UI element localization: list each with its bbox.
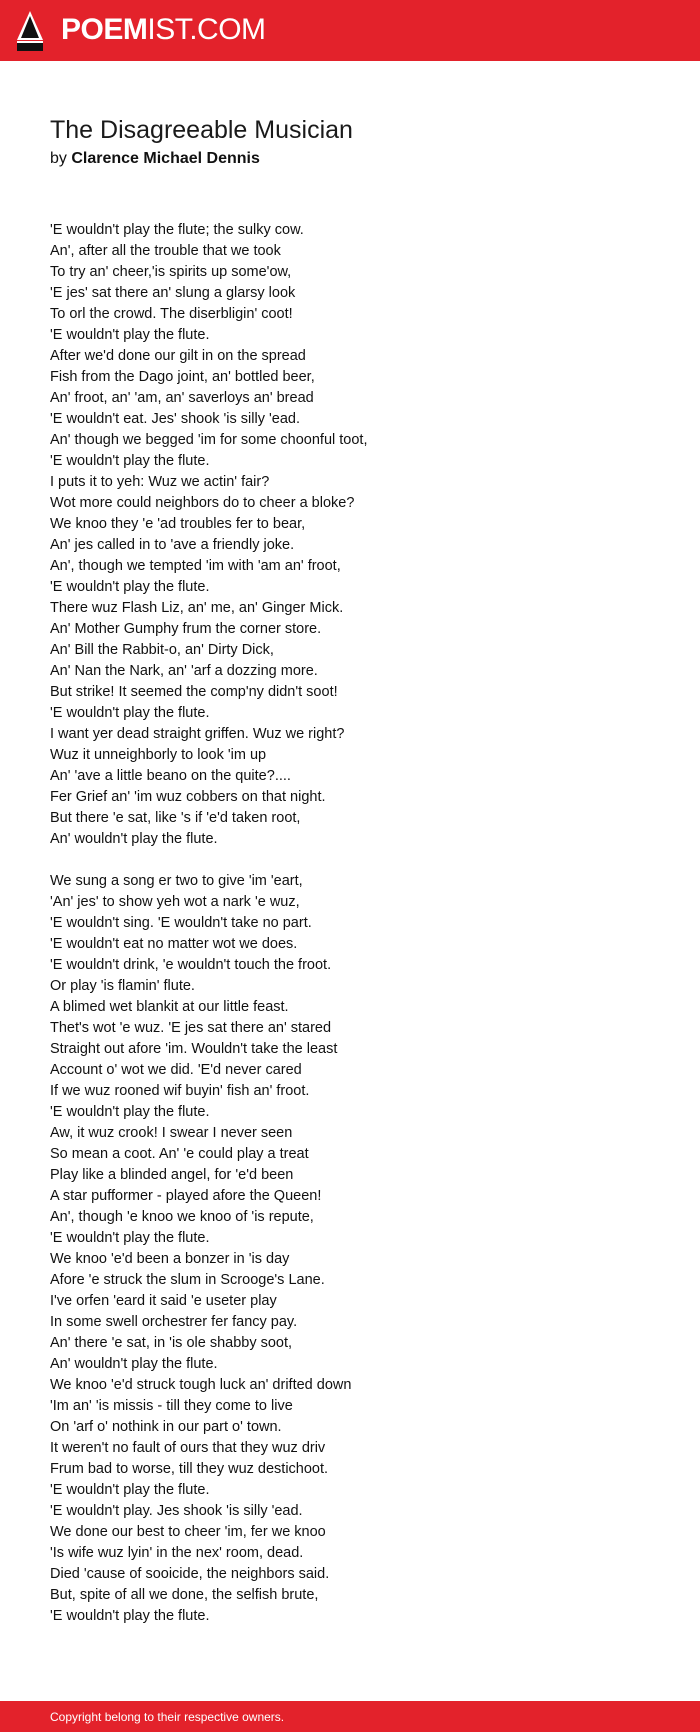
poem-line: Straight out afore 'im. Wouldn't take the least [50, 1041, 338, 1057]
poem-line: Frum bad to worse, till they wuz destichoot. [50, 1461, 329, 1477]
poem-line: But, spite of all we done, the selfish brute, [50, 1587, 319, 1603]
poem-line: An' wouldn't play the flute. [50, 831, 218, 847]
poem-line: 'Im an' 'is missis - till they come to live [50, 1398, 293, 1414]
poem-title: The Disagreeable Musician [50, 116, 353, 144]
stanza-break [50, 850, 670, 871]
poem-line: An' Mother Gumphy frum the corner store. [50, 621, 322, 637]
poem-line: But strike! It seemed the comp'ny didn't soot! [50, 684, 338, 700]
poem-line: It weren't no fault of ours that they wuz driv [50, 1440, 326, 1456]
poem-byline [50, 148, 260, 170]
poem-line: 'E wouldn't play the flute. [50, 453, 210, 469]
poem-line: If we wuz rooned wif buyin' fish an' froot. [50, 1083, 310, 1099]
poem-line: So mean a coot. An' 'e could play a treat [50, 1146, 309, 1162]
poem-line: A blimed wet blankit at our little feast. [50, 999, 289, 1015]
poem-line: We knoo 'e'd been a bonzer in 'is day [50, 1251, 290, 1267]
poem-line: To try an' cheer,'is spirits up some'ow, [50, 264, 292, 280]
poem-line: 'E wouldn't eat no matter wot we does. [50, 936, 298, 952]
poem-line: An' jes called in to 'ave a friendly joke. [50, 537, 295, 553]
poem-line: 'E wouldn't play the flute. [50, 1230, 210, 1246]
poem-line: 'E wouldn't play the flute. [50, 705, 210, 721]
site-footer [0, 1701, 700, 1732]
poem-line: An', though we tempted 'im with 'am an' froot, [50, 558, 341, 574]
site-logo-link[interactable] [61, 12, 266, 48]
poem-line: 'E wouldn't play the flute; the sulky cow. [50, 222, 304, 238]
poem-line: But there 'e sat, like 's if 'e'd taken root, [50, 810, 301, 826]
site-header [0, 0, 700, 61]
poem-line: We knoo 'e'd struck tough luck an' drifted down [50, 1377, 352, 1393]
brand-name-rest: IST.COM [147, 13, 266, 46]
poem-line: Fer Grief an' 'im wuz cobbers on that night. [50, 789, 326, 805]
poem-line: Play like a blinded angel, for 'e'd been [50, 1167, 294, 1183]
poem-line: We knoo they 'e 'ad troubles fer to bear, [50, 516, 306, 532]
poem-line: An', after all the trouble that we took [50, 243, 281, 259]
poem-line: 'E wouldn't play the flute. [50, 327, 210, 343]
poem-line: Died 'cause of sooicide, the neighbors said. [50, 1566, 330, 1582]
poem-line: An', though 'e knoo we knoo of 'is repute, [50, 1209, 314, 1225]
poem-line: Wot more could neighbors do to cheer a bloke? [50, 495, 355, 511]
poem-line: I want yer dead straight griffen. Wuz we right? [50, 726, 345, 742]
poem-line: 'E wouldn't play the flute. [50, 1482, 210, 1498]
brand-name-bold: POEM [61, 13, 148, 46]
poem-line: 'E wouldn't drink, 'e wouldn't touch the froot. [50, 957, 332, 973]
poem-line: 'E wouldn't play. Jes shook 'is silly 'ead. [50, 1503, 303, 1519]
poem-line: Account o' wot we did. 'E'd never cared [50, 1062, 302, 1078]
poem-line: 'E jes' sat there an' slung a glarsy look [50, 285, 296, 301]
poem-line: An' froot, an' 'am, an' saverloys an' bread [50, 390, 314, 406]
poem-line: Wuz it unneighborly to look 'im up [50, 747, 267, 763]
poem-line: Thet's wot 'e wuz. 'E jes sat there an' stared [50, 1020, 332, 1036]
poem-line: An' there 'e sat, in 'is ole shabby soot, [50, 1335, 293, 1351]
poem-line: To orl the crowd. The diserbligin' coot! [50, 306, 293, 322]
byline-prefix: by [50, 150, 67, 167]
poem-line: After we'd done our gilt in on the spread [50, 348, 306, 364]
pen-nib-icon [16, 10, 44, 52]
poem-line: I've orfen 'eard it said 'e useter play [50, 1293, 277, 1309]
poem-line: Fish from the Dago joint, an' bottled beer, [50, 369, 315, 385]
poem-line: 'Is wife wuz lyin' in the nex' room, dead. [50, 1545, 304, 1561]
poem-line: On 'arf o' nothink in our part o' town. [50, 1419, 282, 1435]
poem-line: 'E wouldn't sing. 'E wouldn't take no part. [50, 915, 312, 931]
poem-line: There wuz Flash Liz, an' me, an' Ginger Mick. [50, 600, 344, 616]
poem-line: An' wouldn't play the flute. [50, 1356, 218, 1372]
poem-line: Or play 'is flamin' flute. [50, 978, 195, 994]
author-name: Clarence Michael Dennis [71, 150, 260, 167]
poem-line: We sung a song er two to give 'im 'eart, [50, 873, 303, 889]
poem-line: I puts it to yeh: Wuz we actin' fair? [50, 474, 270, 490]
poem-body [50, 220, 670, 1627]
poem-line: 'E wouldn't eat. Jes' shook 'is silly 'ead. [50, 411, 300, 427]
copyright-notice: Copyright belong to their respective owners. [50, 1710, 285, 1724]
poem-line: An' though we begged 'im for some choonful toot, [50, 432, 368, 448]
poem-line: 'E wouldn't play the flute. [50, 1104, 210, 1120]
poem-line: A star pufformer - played afore the Queen! [50, 1188, 322, 1204]
poem-line: Aw, it wuz crook! I swear I never seen [50, 1125, 293, 1141]
poem-line: An' Bill the Rabbit-o, an' Dirty Dick, [50, 642, 274, 658]
poem-line: In some swell orchestrer fer fancy pay. [50, 1314, 298, 1330]
poem-line: Afore 'e struck the slum in Scrooge's Lane. [50, 1272, 325, 1288]
poem-line: An' 'ave a little beano on the quite?.... [50, 768, 291, 784]
poem-line: 'E wouldn't play the flute. [50, 1608, 210, 1624]
poem-line: An' Nan the Nark, an' 'arf a dozzing more. [50, 663, 318, 679]
poem-line: 'E wouldn't play the flute. [50, 579, 210, 595]
poem-line: We done our best to cheer 'im, fer we knoo [50, 1524, 326, 1540]
poem-line: 'An' jes' to show yeh wot a nark 'e wuz, [50, 894, 300, 910]
